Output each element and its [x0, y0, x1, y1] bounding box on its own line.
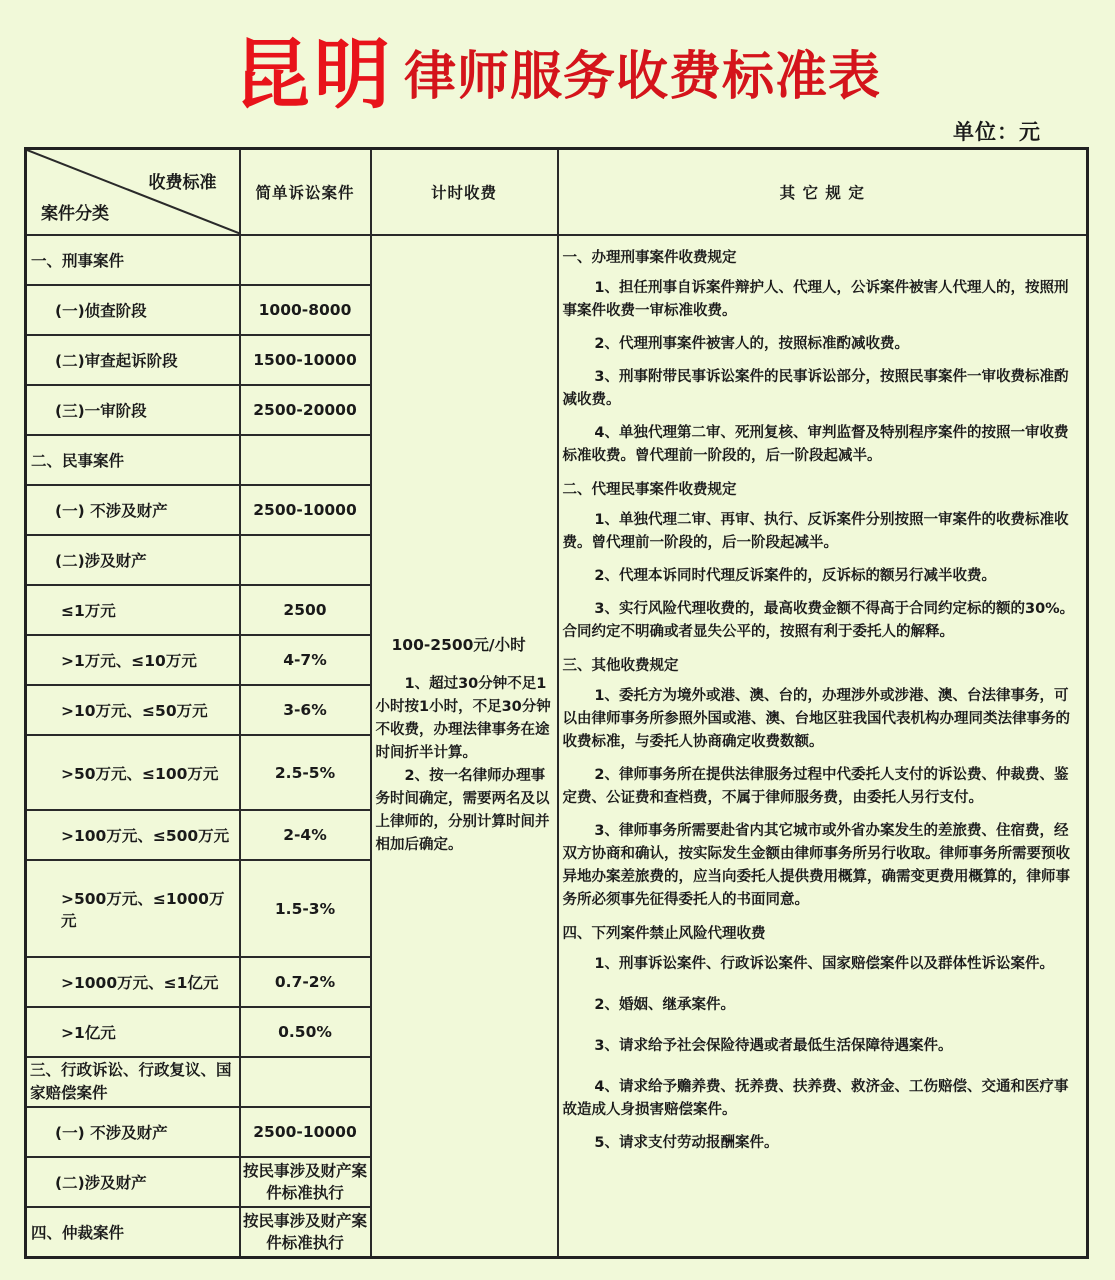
header-fee-standard: 收费标准 — [148, 173, 217, 193]
rules-section-4: 四、下列案件禁止风险代理收费 — [562, 926, 766, 942]
fee-cell: 2-4% — [240, 810, 371, 860]
title-text: 律师服务收费标准表 — [403, 47, 881, 107]
header-case-category: 案件分类 — [41, 204, 109, 224]
header-hourly: 计时收费 — [371, 149, 558, 236]
fee-cell — [240, 535, 371, 585]
category-cell: ≤1万元 — [26, 585, 240, 635]
category-cell: >100万元、≤500万元 — [26, 810, 240, 860]
header-row — [26, 149, 1088, 236]
rule-item: 2、律师事务所在提供法律服务过程中代委托人支付的诉讼费、仲裁费、鉴定费、公证费和查档费，不属于律师服务费，由委托人另行支付。 — [562, 767, 1069, 806]
rule-item: 4、单独代理第二审、死刑复核、审判监督及特别程序案件的按照一审收费标准收费。曾代理前一阶段的，后一阶段起减半。 — [562, 425, 1069, 464]
rules-section-2: 二、代理民事案件收费规定 — [562, 482, 737, 498]
category-cell: >10万元、≤50万元 — [26, 685, 240, 735]
category-cell: 四、仲裁案件 — [26, 1207, 240, 1257]
rule-item: 3、律师事务所需要赴省内其它城市或外省办案发生的差旅费、住宿费，经双方协商和确认，按实际发生金额由律师事务所另行收取。律师事务所需要预收异地办案差旅费的，应当向委托人提供费用概算，确需变更费用概算的，律师事务所必须事先征得委托人的书面同意。 — [562, 823, 1070, 908]
category-cell: (二)审查起诉阶段 — [26, 335, 240, 385]
category-cell: (一) 不涉及财产 — [26, 485, 240, 535]
rule-item: 2、代理刑事案件被害人的，按照标准酌减收费。 — [594, 336, 909, 352]
fee-cell: 2500-10000 — [240, 485, 371, 535]
fee-table — [24, 147, 1089, 1259]
fee-cell — [240, 1057, 371, 1107]
category-cell: >1000万元、≤1亿元 — [26, 957, 240, 1007]
table-row — [26, 235, 1088, 285]
header-simple-cases: 简单诉讼案件 — [240, 149, 371, 236]
category-cell: 一、刑事案件 — [26, 235, 240, 285]
category-cell: 三、行政诉讼、行政复议、国家赔偿案件 — [26, 1057, 240, 1107]
unit-label: 单位：元 — [953, 120, 1041, 144]
category-cell: >500万元、≤1000万元 — [26, 860, 240, 957]
rule-item: 2、婚姻、继承案件。 — [594, 997, 735, 1013]
rule-item: 1、担任刑事自诉案件辩护人、代理人，公诉案件被害人代理人的，按照刑事案件收费一审标准收费。 — [562, 280, 1069, 319]
rules-section-3: 三、其他收费规定 — [562, 658, 679, 674]
rule-item: 3、实行风险代理收费的，最高收费金额不得高于合同约定标的额的30%。合同约定不明确或者显失公平的，按照有利于委托人的解释。 — [562, 601, 1075, 640]
other-rules-cell — [558, 235, 1088, 1257]
rule-item: 3、刑事附带民事诉讼案件的民事诉讼部分，按照民事案件一审收费标准酌减收费。 — [562, 369, 1069, 408]
fee-cell: 按民事涉及财产案件标准执行 — [240, 1207, 371, 1257]
fee-cell: 1.5-3% — [240, 860, 371, 957]
rule-item: 5、请求支付劳动报酬案件。 — [594, 1135, 779, 1151]
title-city: 昆明 — [233, 30, 394, 119]
rule-item: 1、刑事诉讼案件、行政诉讼案件、国家赔偿案件以及群体性诉讼案件。 — [594, 956, 1054, 972]
hourly-rate: 100-2500元/小时 — [391, 636, 526, 655]
rule-item: 2、代理本诉同时代理反诉案件的，反诉标的额另行减半收费。 — [594, 568, 996, 584]
fee-cell: 1500-10000 — [240, 335, 371, 385]
hourly-cell — [371, 235, 558, 1257]
category-cell: (一)侦查阶段 — [26, 285, 240, 335]
hourly-rule-1: 1、超过30分钟不足1小时按1小时，不足30分钟不收费，办理法律事务在途时间折半计算。 — [375, 676, 551, 762]
fee-cell: 2500-20000 — [240, 385, 371, 435]
category-cell: 二、民事案件 — [26, 435, 240, 485]
category-cell: (一) 不涉及财产 — [26, 1107, 240, 1157]
header-diagonal-cell — [26, 149, 240, 236]
rule-item: 4、请求给予赡养费、抚养费、扶养费、救济金、工伤赔偿、交通和医疗事故造成人身损害赔偿案件。 — [562, 1079, 1069, 1118]
fee-cell: 按民事涉及财产案件标准执行 — [240, 1157, 371, 1207]
fee-cell: 2500 — [240, 585, 371, 635]
page-title — [0, 28, 1115, 118]
fee-cell: 0.7-2% — [240, 957, 371, 1007]
fee-cell: 1000-8000 — [240, 285, 371, 335]
category-cell: >1万元、≤10万元 — [26, 635, 240, 685]
fee-cell: 4-7% — [240, 635, 371, 685]
rule-item: 3、请求给予社会保险待遇或者最低生活保障待遇案件。 — [594, 1038, 953, 1054]
fee-cell: 2.5-5% — [240, 735, 371, 810]
fee-cell: 0.50% — [240, 1007, 371, 1057]
category-cell: >50万元、≤100万元 — [26, 735, 240, 810]
hourly-rule-2: 2、按一名律师办理事务时间确定，需要两名及以上律师的，分别计算时间并相加后确定。 — [375, 768, 550, 854]
category-cell: (三)一审阶段 — [26, 385, 240, 435]
rules-section-1: 一、办理刑事案件收费规定 — [562, 250, 737, 266]
fee-cell: 2500-10000 — [240, 1107, 371, 1157]
rule-item: 1、委托方为境外或港、澳、台的，办理涉外或涉港、澳、台法律事务，可以由律师事务所参照外国或港、澳、台地区驻我国代表机构办理同类法律事务的收费标准，与委托人协商确定收费数额。 — [562, 688, 1070, 750]
fee-cell: 3-6% — [240, 685, 371, 735]
rule-item: 1、单独代理二审、再审、执行、反诉案件分别按照一审案件的收费标准收费。曾代理前一阶段的，后一阶段起减半。 — [562, 512, 1069, 551]
category-cell: >1亿元 — [26, 1007, 240, 1057]
fee-cell — [240, 435, 371, 485]
header-other-rules: 其 它 规 定 — [558, 149, 1088, 236]
category-cell: (二)涉及财产 — [26, 535, 240, 585]
category-cell: (二)涉及财产 — [26, 1157, 240, 1207]
fee-cell — [240, 235, 371, 285]
